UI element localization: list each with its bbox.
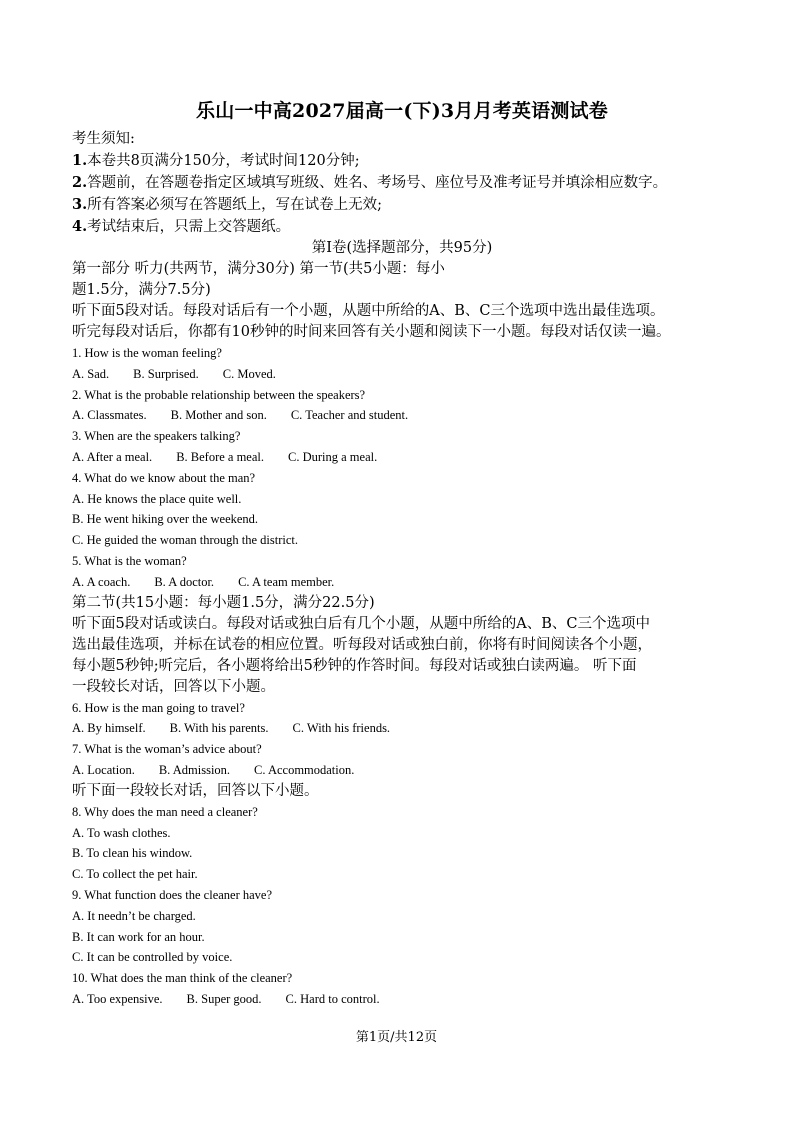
question-7: 7. What is the woman’s advice about?: [72, 742, 262, 757]
option: B. A doctor.: [154, 574, 215, 589]
option: A. Sad.: [72, 366, 110, 381]
exam-page: [72, 96, 732, 1010]
question-4: 4. What do we know about the man?: [72, 470, 256, 485]
notice-item-3: 3.所有答案必须写在答题纸上，写在试卷上无效;: [72, 196, 383, 213]
option: C. During a meal.: [288, 449, 378, 464]
option: B. Mother and son.: [170, 408, 267, 423]
section2-instruction-2: 选出最佳选项，并标在试卷的相应位置。听每段对话或独白前，你将有时间阅读各个小题，: [72, 636, 652, 653]
option: B. Admission.: [158, 762, 231, 777]
section2-instruction-1: 听下面5段对话或读白。每段对话或独白后有几个小题，从题中所给的A、B、C三个选项中: [72, 615, 650, 632]
notice-item-2: 2.答题前，在答题卷指定区域填写班级、姓名、考场号、座位号及准考证号并填涂相应数字。: [72, 174, 668, 191]
option: A. Too expensive.: [72, 991, 163, 1006]
section1-instruction-1: 听下面5段对话。每段对话后有一个小题，从题中所给的A、B、C三个选项中选出最佳选项。: [72, 303, 665, 319]
part1-heading-line1: 第一部分 听力(共两节，满分30分) 第一节(共5小题：每小: [72, 261, 445, 277]
option: A. Classmates.: [72, 408, 147, 423]
option: A. After a meal.: [72, 449, 153, 464]
question-3: 3. When are the speakers talking?: [72, 429, 241, 444]
option: C. With his friends.: [292, 721, 391, 736]
notice-heading: 考生须知:: [72, 131, 135, 147]
question-5-options: [72, 572, 732, 593]
question-2-options: [72, 405, 732, 426]
question-7-options: [72, 760, 732, 781]
question-1: 1. How is the woman feeling?: [72, 346, 222, 360]
option: B. Before a meal.: [176, 449, 264, 464]
question-1-options: [72, 364, 732, 385]
option: B. With his parents.: [169, 721, 269, 736]
question-8-option-c: C. To collect the pet hair.: [72, 867, 198, 882]
option: A. A coach.: [72, 574, 131, 589]
question-10-options: [72, 989, 732, 1010]
option: C. Accommodation.: [254, 762, 355, 777]
question-6-options: [72, 718, 732, 739]
question-8-option-a: A. To wash clothes.: [72, 825, 171, 840]
option: C. A team member.: [238, 574, 335, 589]
notice-item-4: 4.考试结束后，只需上交答题纸。: [72, 218, 291, 235]
section2-instruction-4: 一段较长对话，回答以下小题。: [72, 678, 275, 695]
question-9-option-b: B. It can work for an hour.: [72, 929, 205, 944]
part1-heading-line2: 题1.5分，满分7.5分): [72, 282, 211, 298]
notice-item-1: 1.本卷共8页满分150分，考试时间120分钟;: [72, 152, 360, 169]
option: B. Surprised.: [133, 366, 199, 381]
page-footer: 第1页/共12页: [355, 1030, 438, 1045]
question-4-option-b: B. He went hiking over the weekend.: [72, 512, 259, 527]
question-10: 10. What does the man think of the cleaner?: [72, 971, 293, 986]
option: C. Teacher and student.: [290, 408, 409, 423]
question-6: 6. How is the man going to travel?: [72, 700, 245, 715]
question-4-option-a: A. He knows the place quite well.: [72, 491, 242, 506]
option: C. Moved.: [222, 366, 276, 381]
page-title: 乐山一中高2027届高一(下)3月月考英语测试卷: [196, 100, 608, 122]
volume-heading: 第Ⅰ卷(选择题部分，共95分): [311, 240, 493, 256]
question-4-option-c: C. He guided the woman through the district.: [72, 533, 299, 548]
question-5: 5. What is the woman?: [72, 553, 187, 568]
question-9-option-a: A. It needn’t be charged.: [72, 908, 196, 923]
question-9: 9. What function does the cleaner have?: [72, 887, 273, 902]
section1-instruction-2: 听完每段对话后，你都有10秒钟的时间来回答有关小题和阅读下一小题。每段对话仅读一遍。: [72, 324, 671, 340]
section2-heading: 第二节(共15小题：每小题1.5分，满分22.5分): [72, 594, 375, 611]
section2-instruction-3: 每小题5秒钟;听完后，各小题将给出5秒钟的作答时间。每段对话或独白读两遍。 听下面: [72, 657, 637, 674]
option: A. Location.: [72, 762, 135, 777]
question-8-option-b: B. To clean his window.: [72, 846, 193, 861]
question-2: 2. What is the probable relationship between the speakers?: [72, 387, 366, 402]
question-3-options: [72, 447, 732, 468]
section2-instruction-5: 听下面一段较长对话，回答以下小题。: [72, 782, 319, 799]
option: C. Hard to control.: [285, 991, 380, 1006]
question-9-option-c: C. It can be controlled by voice.: [72, 950, 233, 965]
option: A. By himself.: [72, 721, 146, 736]
question-8: 8. Why does the man need a cleaner?: [72, 804, 258, 819]
option: B. Super good.: [186, 991, 262, 1006]
